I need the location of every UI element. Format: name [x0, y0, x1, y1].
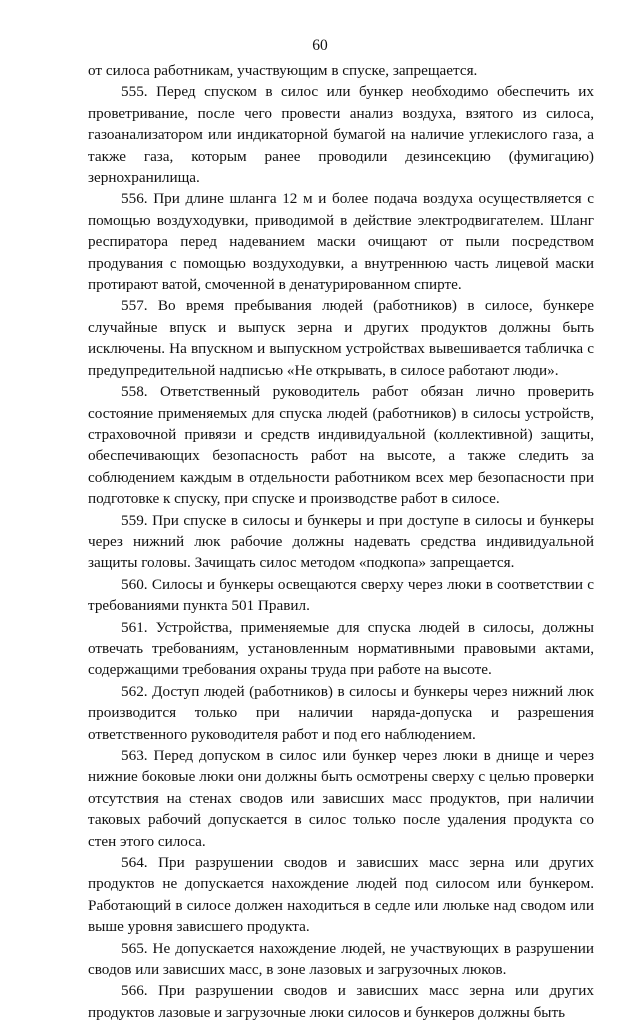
- paragraph-563: 563. Перед допуском в силос или бункер через люки в днище и через нижние боковые люки они должны быть осмотрены сверху с целью проверки отсутствия на стенах сводов или зависших масс продуктов, при наличии таковых рабочий допускается в силос только после удаления продукта со стен этого силоса.: [88, 747, 594, 850]
- paragraph-565: 565. Не допускается нахождение людей, не участвующих в разрушении сводов или зависших масс, в зоне лазовых и загрузочных люков.: [88, 939, 594, 979]
- paragraph-555: 555. Перед спуском в силос или бункер необходимо обеспечить их проветривание, после чего провести анализ воздуха, взятого из силоса, газоанализатором или индикаторной бумагой на наличие углекислого газа, а также газа, которым ранее проводили дезинсекцию (фумигацию) зернохранилища.: [88, 83, 594, 187]
- paragraph-559: 559. При спуске в силосы и бункеры и при доступе в силосы и бункеры через нижний люк рабочие должны надевать средства индивидуальной защиты головы. Зачищать силос методом «подкопа» запрещается.: [88, 511, 594, 572]
- paragraph-564: 564. При разрушении сводов и зависших масс зерна или других продуктов не допускается нахождение людей под силосом или бункером. Работающий в силосе должен находиться в седле или люльке над сводом или выше уровня зависшего продукта.: [88, 854, 594, 936]
- paragraph-561: 561. Устройства, применяемые для спуска людей в силосы, должны отвечать требованиям, установленным нормативными правовыми актами, содержащими требования охраны труда при работе на высоте.: [88, 618, 594, 679]
- paragraph-558: 558. Ответственный руководитель работ обязан лично проверить состояние применяемых для спуска людей (работников) в силосы устройств, страховочной привязи и средств индивидуальной (коллективной) защиты, обеспечивающих безопасность работ на высоте, а также следить за соблюдением каждым в отдельности работником всех мер безопасности при подготовке к спуску, при спуске и производстве работ в силосе.: [88, 383, 594, 508]
- paragraph-556: 556. При длине шланга 12 м и более подача воздуха осуществляется с помощью воздуходувки, приводимой в действие электродвигателем. Шланг респиратора перед надеванием маски очищают от пыли посредством продувания с помощью воздуходувки, а внутреннюю часть лицевой маски протирают ватой, смоченной в денатурированном спирте.: [88, 190, 594, 294]
- document-body: [88, 60, 594, 1023]
- paragraph-continuation: от силоса работникам, участвующим в спуске, запрещается.: [88, 62, 478, 79]
- paragraph-566: 566. При разрушении сводов и зависших масс зерна или других продуктов лазовые и загрузочные люки силосов и бункеров должны быть: [88, 982, 594, 1021]
- page-number: 60: [312, 37, 328, 54]
- paragraph-562: 562. Доступ людей (работников) в силосы и бункеры через нижний люк производится только при наличии наряда-допуска и разрешения ответственного руководителя работ и под его наблюдением.: [88, 682, 594, 743]
- paragraph-557: 557. Во время пребывания людей (работников) в силосе, бункере случайные впуск и выпуск зерна и других продуктов должны быть исключены. На впускном и выпускном устройствах вывешивается табличка с предупредительной надписью «Не открывать, в силосе работают люди».: [88, 297, 594, 379]
- paragraph-560: 560. Силосы и бункеры освещаются сверху через люки в соответствии с требованиями пункта 501 Правил.: [88, 575, 594, 615]
